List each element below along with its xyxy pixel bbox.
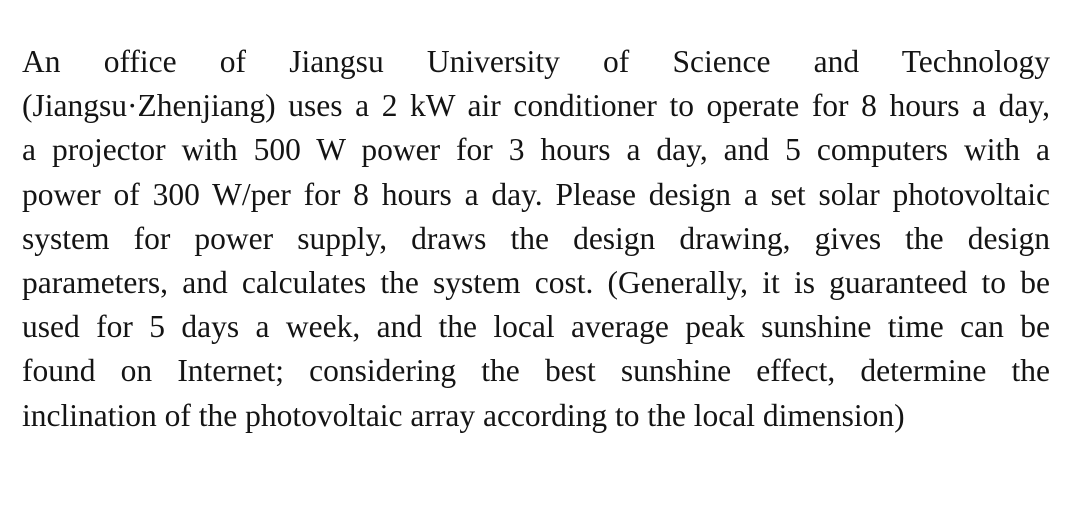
text-line-8: found on Internet; considering the best sunshine effect, determine the <box>22 353 1050 389</box>
text-line-4: power of 300 W/per for 8 hours a day. Please design a set solar photovoltaic <box>22 176 1050 212</box>
text-line-9: inclination of the photovoltaic array according to the local dimension) <box>22 397 905 433</box>
text-line-7: used for 5 days a week, and the local average peak sunshine time can be <box>22 309 1050 345</box>
text-line-3: a projector with 500 W power for 3 hours a day, and 5 computers with a <box>22 132 1050 168</box>
text-line-5: system for power supply, draws the design drawing, gives the design <box>22 220 1050 256</box>
text-line-6: parameters, and calculates the system cost. (Generally, it is guaranteed to be <box>22 264 1050 300</box>
problem-statement <box>22 40 1050 438</box>
text-line-2: (Jiangsu·Zhenjiang) uses a 2 kW air conditioner to operate for 8 hours a day, <box>22 88 1050 124</box>
text-line-1: An office of Jiangsu University of Science and Technology <box>22 44 1050 79</box>
